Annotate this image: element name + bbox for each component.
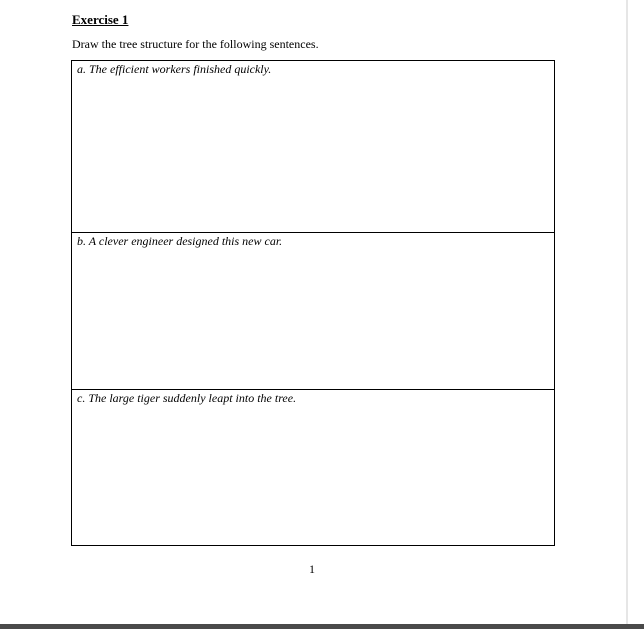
sentence-c: c. The large tiger suddenly leapt into the tree. [77, 391, 297, 405]
instruction-text: Draw the tree structure for the following sentences. [72, 37, 319, 51]
answer-table [71, 60, 555, 546]
sentence-a: a. The efficient workers finished quickly. [77, 62, 272, 76]
answer-box-b [72, 232, 554, 389]
exercise-title: Exercise 1 [72, 12, 129, 27]
sentence-b: b. A clever engineer designed this new car. [77, 234, 283, 248]
scrollbar-track [626, 0, 628, 624]
vertical-scrollbar[interactable] [626, 0, 644, 624]
answer-box-a [72, 61, 554, 232]
page-number: 1 [309, 562, 315, 576]
answer-box-c [72, 389, 554, 545]
